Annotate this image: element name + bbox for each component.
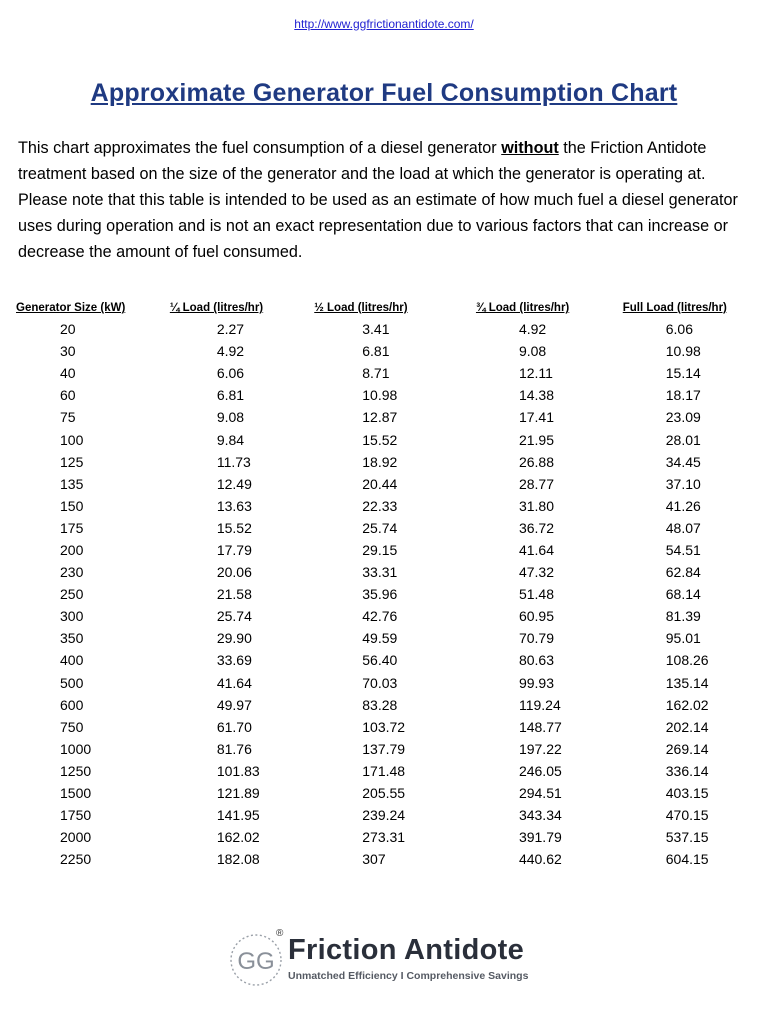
cell-three-quarter-load: 197.22	[518, 740, 562, 757]
cell-half-load: 103.72	[362, 718, 406, 735]
cell-three-quarter-load: 343.34	[518, 807, 562, 824]
cell-half-load: 307	[362, 851, 386, 868]
cell-quarter-load: 21.58	[216, 586, 252, 603]
cell-generator-size: 20	[60, 321, 76, 338]
cell-three-quarter-load: 294.51	[518, 785, 562, 802]
cell-full-load: 28.01	[665, 431, 701, 448]
cell-full-load: 15.14	[665, 365, 701, 382]
cell-full-load: 81.39	[665, 608, 701, 625]
cell-three-quarter-load: 28.77	[518, 475, 554, 492]
cell-full-load: 54.51	[665, 541, 701, 558]
cell-half-load: 18.92	[362, 453, 398, 470]
table-row	[16, 826, 768, 848]
table-row	[16, 495, 768, 517]
cell-generator-size: 1000	[60, 740, 92, 757]
cell-generator-size: 125	[60, 453, 84, 470]
table-row	[16, 605, 768, 627]
cell-half-load: 10.98	[362, 387, 398, 404]
table-row	[16, 473, 768, 495]
page-title: Approximate Generator Fuel Consumption Chart	[90, 79, 678, 107]
cell-generator-size: 1750	[60, 807, 92, 824]
cell-quarter-load: 61.70	[216, 718, 252, 735]
cell-half-load: 20.44	[362, 475, 398, 492]
table-body	[16, 318, 768, 870]
cell-generator-size: 175	[60, 519, 84, 536]
cell-half-load: 12.87	[362, 409, 398, 426]
cell-full-load: 403.15	[665, 785, 709, 802]
table-header-row	[16, 302, 768, 318]
cell-three-quarter-load: 17.41	[518, 409, 554, 426]
cell-quarter-load: 12.49	[216, 475, 252, 492]
cell-full-load: 269.14	[665, 740, 709, 757]
cell-generator-size: 40	[60, 365, 76, 382]
cell-half-load: 6.81	[362, 343, 390, 360]
cell-three-quarter-load: 51.48	[518, 586, 554, 603]
cell-half-load: 3.41	[362, 321, 390, 338]
header-quarter-load: ¼ Load (litres/hr)	[169, 302, 264, 314]
table-row	[16, 627, 768, 649]
table-row	[16, 848, 768, 870]
fuel-consumption-table	[16, 302, 768, 870]
cell-quarter-load: 6.81	[216, 387, 245, 404]
cell-half-load: 49.59	[362, 630, 398, 647]
cell-quarter-load: 4.92	[216, 343, 245, 360]
cell-quarter-load: 20.06	[216, 564, 252, 581]
cell-three-quarter-load: 99.93	[518, 674, 554, 691]
header-generator-size: Generator Size (kW)	[16, 302, 126, 314]
table-row	[16, 451, 768, 473]
cell-generator-size: 1250	[60, 762, 92, 779]
cell-half-load: 8.71	[362, 365, 390, 382]
cell-half-load: 29.15	[362, 541, 398, 558]
header-full-load: Full Load (litres/hr)	[622, 302, 727, 314]
table-row	[16, 804, 768, 826]
cell-full-load: 470.15	[665, 807, 709, 824]
cell-quarter-load: 11.73	[216, 453, 251, 470]
cell-full-load: 537.15	[665, 829, 709, 846]
logo-tagline: Unmatched Efficiency I Comprehensive Savings	[288, 970, 529, 982]
cell-generator-size: 100	[60, 431, 84, 448]
cell-quarter-load: 141.95	[216, 807, 260, 824]
cell-three-quarter-load: 31.80	[518, 497, 554, 514]
table-row	[16, 760, 768, 782]
table-row	[16, 340, 768, 362]
logo-name: Friction Antidote	[288, 934, 524, 966]
cell-three-quarter-load: 26.88	[518, 453, 554, 470]
cell-three-quarter-load: 70.79	[518, 630, 554, 647]
header-half-load: ½ Load (litres/hr)	[314, 302, 408, 314]
intro-text-after: the Friction Antidote treatment based on the size of the generator and the load at which the generator is operating at. Please note that this table is intended to be used as an estimate of how much fuel a diesel generator uses during operation and is not an exact representation due to various factors that can increase or decrease the amount of fuel consumed.	[18, 139, 738, 261]
cell-half-load: 273.31	[362, 829, 406, 846]
cell-half-load: 56.40	[362, 652, 398, 669]
cell-full-load: 135.14	[665, 674, 709, 691]
cell-three-quarter-load: 4.92	[518, 321, 547, 338]
table-row	[16, 362, 768, 384]
cell-half-load: 42.76	[362, 608, 398, 625]
table-row	[16, 539, 768, 561]
cell-quarter-load: 162.02	[216, 829, 260, 846]
cell-generator-size: 150	[60, 497, 84, 514]
table-row	[16, 384, 768, 406]
cell-quarter-load: 6.06	[216, 365, 245, 382]
cell-quarter-load: 9.08	[216, 409, 245, 426]
cell-quarter-load: 13.63	[216, 497, 252, 514]
cell-quarter-load: 15.52	[216, 519, 252, 536]
cell-quarter-load: 29.90	[216, 630, 252, 647]
cell-generator-size: 250	[60, 586, 84, 603]
cell-half-load: 239.24	[362, 807, 406, 824]
cell-three-quarter-load: 60.95	[518, 608, 554, 625]
cell-quarter-load: 2.27	[216, 321, 245, 338]
cell-generator-size: 2250	[60, 851, 92, 868]
cell-generator-size: 75	[60, 409, 76, 426]
table-row	[16, 672, 768, 694]
cell-three-quarter-load: 80.63	[518, 652, 554, 669]
cell-generator-size: 2000	[60, 829, 92, 846]
cell-three-quarter-load: 12.11	[518, 365, 553, 382]
cell-full-load: 62.84	[665, 564, 701, 581]
cell-full-load: 6.06	[665, 321, 693, 338]
cell-generator-size: 600	[60, 696, 84, 713]
table-row	[16, 583, 768, 605]
table-row	[16, 738, 768, 760]
cell-half-load: 25.74	[362, 519, 398, 536]
cell-quarter-load: 81.76	[216, 740, 252, 757]
cell-quarter-load: 182.08	[216, 851, 260, 868]
intro-text-before: This chart approximates the fuel consumption of a diesel generator	[18, 139, 502, 157]
cell-three-quarter-load: 21.95	[518, 431, 554, 448]
table-row	[16, 782, 768, 804]
cell-quarter-load: 41.64	[216, 674, 252, 691]
cell-half-load: 83.28	[362, 696, 398, 713]
table-row	[16, 406, 768, 428]
cell-full-load: 202.14	[665, 718, 709, 735]
cell-full-load: 41.26	[665, 497, 701, 514]
cell-generator-size: 135	[60, 475, 84, 492]
cell-three-quarter-load: 36.72	[518, 519, 554, 536]
cell-full-load: 10.98	[665, 343, 701, 360]
cell-quarter-load: 121.89	[216, 785, 260, 802]
cell-generator-size: 230	[60, 564, 84, 581]
cell-half-load: 15.52	[362, 431, 398, 448]
cell-generator-size: 750	[60, 718, 84, 735]
cell-three-quarter-load: 246.05	[518, 762, 562, 779]
cell-full-load: 336.14	[665, 762, 709, 779]
intro-paragraph	[18, 135, 758, 265]
cell-generator-size: 1500	[60, 785, 92, 802]
table-row	[16, 517, 768, 539]
cell-three-quarter-load: 119.24	[518, 696, 561, 713]
cell-quarter-load: 25.74	[216, 608, 252, 625]
cell-generator-size: 350	[60, 630, 84, 647]
cell-full-load: 604.15	[665, 851, 709, 868]
cell-half-load: 205.55	[362, 785, 406, 802]
friction-antidote-logo	[228, 930, 548, 992]
cell-half-load: 35.96	[362, 586, 398, 603]
cell-generator-size: 400	[60, 652, 84, 669]
cell-full-load: 37.10	[665, 475, 701, 492]
cell-quarter-load: 101.83	[216, 762, 260, 779]
table-row	[16, 649, 768, 671]
cell-quarter-load: 9.84	[216, 431, 245, 448]
cell-three-quarter-load: 47.32	[518, 564, 554, 581]
cell-three-quarter-load: 41.64	[518, 541, 554, 558]
cell-three-quarter-load: 9.08	[518, 343, 547, 360]
header-three-quarter-load: ¾ Load (litres/hr)	[475, 302, 570, 314]
logo-initials: GG	[237, 948, 275, 975]
cell-half-load: 22.33	[362, 497, 398, 514]
cell-quarter-load: 17.79	[216, 541, 252, 558]
table-row	[16, 694, 768, 716]
website-link[interactable]: http://www.ggfrictionantidote.com/	[294, 17, 474, 31]
cell-generator-size: 200	[60, 541, 84, 558]
cell-generator-size: 500	[60, 674, 84, 691]
cell-generator-size: 300	[60, 608, 84, 625]
cell-quarter-load: 49.97	[216, 696, 252, 713]
cell-half-load: 70.03	[362, 674, 398, 691]
table-row	[16, 318, 768, 340]
registered-mark: ®	[276, 928, 284, 939]
cell-generator-size: 60	[60, 387, 76, 404]
cell-full-load: 108.26	[665, 652, 709, 669]
cell-three-quarter-load: 440.62	[518, 851, 562, 868]
cell-full-load: 68.14	[665, 586, 701, 603]
intro-emphasis: without	[501, 139, 559, 157]
cell-three-quarter-load: 148.77	[518, 718, 562, 735]
table-row	[16, 428, 768, 450]
cell-half-load: 33.31	[362, 564, 398, 581]
cell-full-load: 95.01	[665, 630, 701, 647]
cell-full-load: 23.09	[665, 409, 701, 426]
cell-full-load: 162.02	[665, 696, 709, 713]
cell-generator-size: 30	[60, 343, 76, 360]
cell-three-quarter-load: 391.79	[518, 829, 562, 846]
cell-three-quarter-load: 14.38	[518, 387, 554, 404]
table-row	[16, 716, 768, 738]
cell-full-load: 34.45	[665, 453, 701, 470]
cell-full-load: 48.07	[665, 519, 701, 536]
table-row	[16, 561, 768, 583]
cell-half-load: 137.79	[362, 740, 406, 757]
cell-quarter-load: 33.69	[216, 652, 252, 669]
cell-full-load: 18.17	[665, 387, 701, 404]
cell-half-load: 171.48	[362, 762, 406, 779]
